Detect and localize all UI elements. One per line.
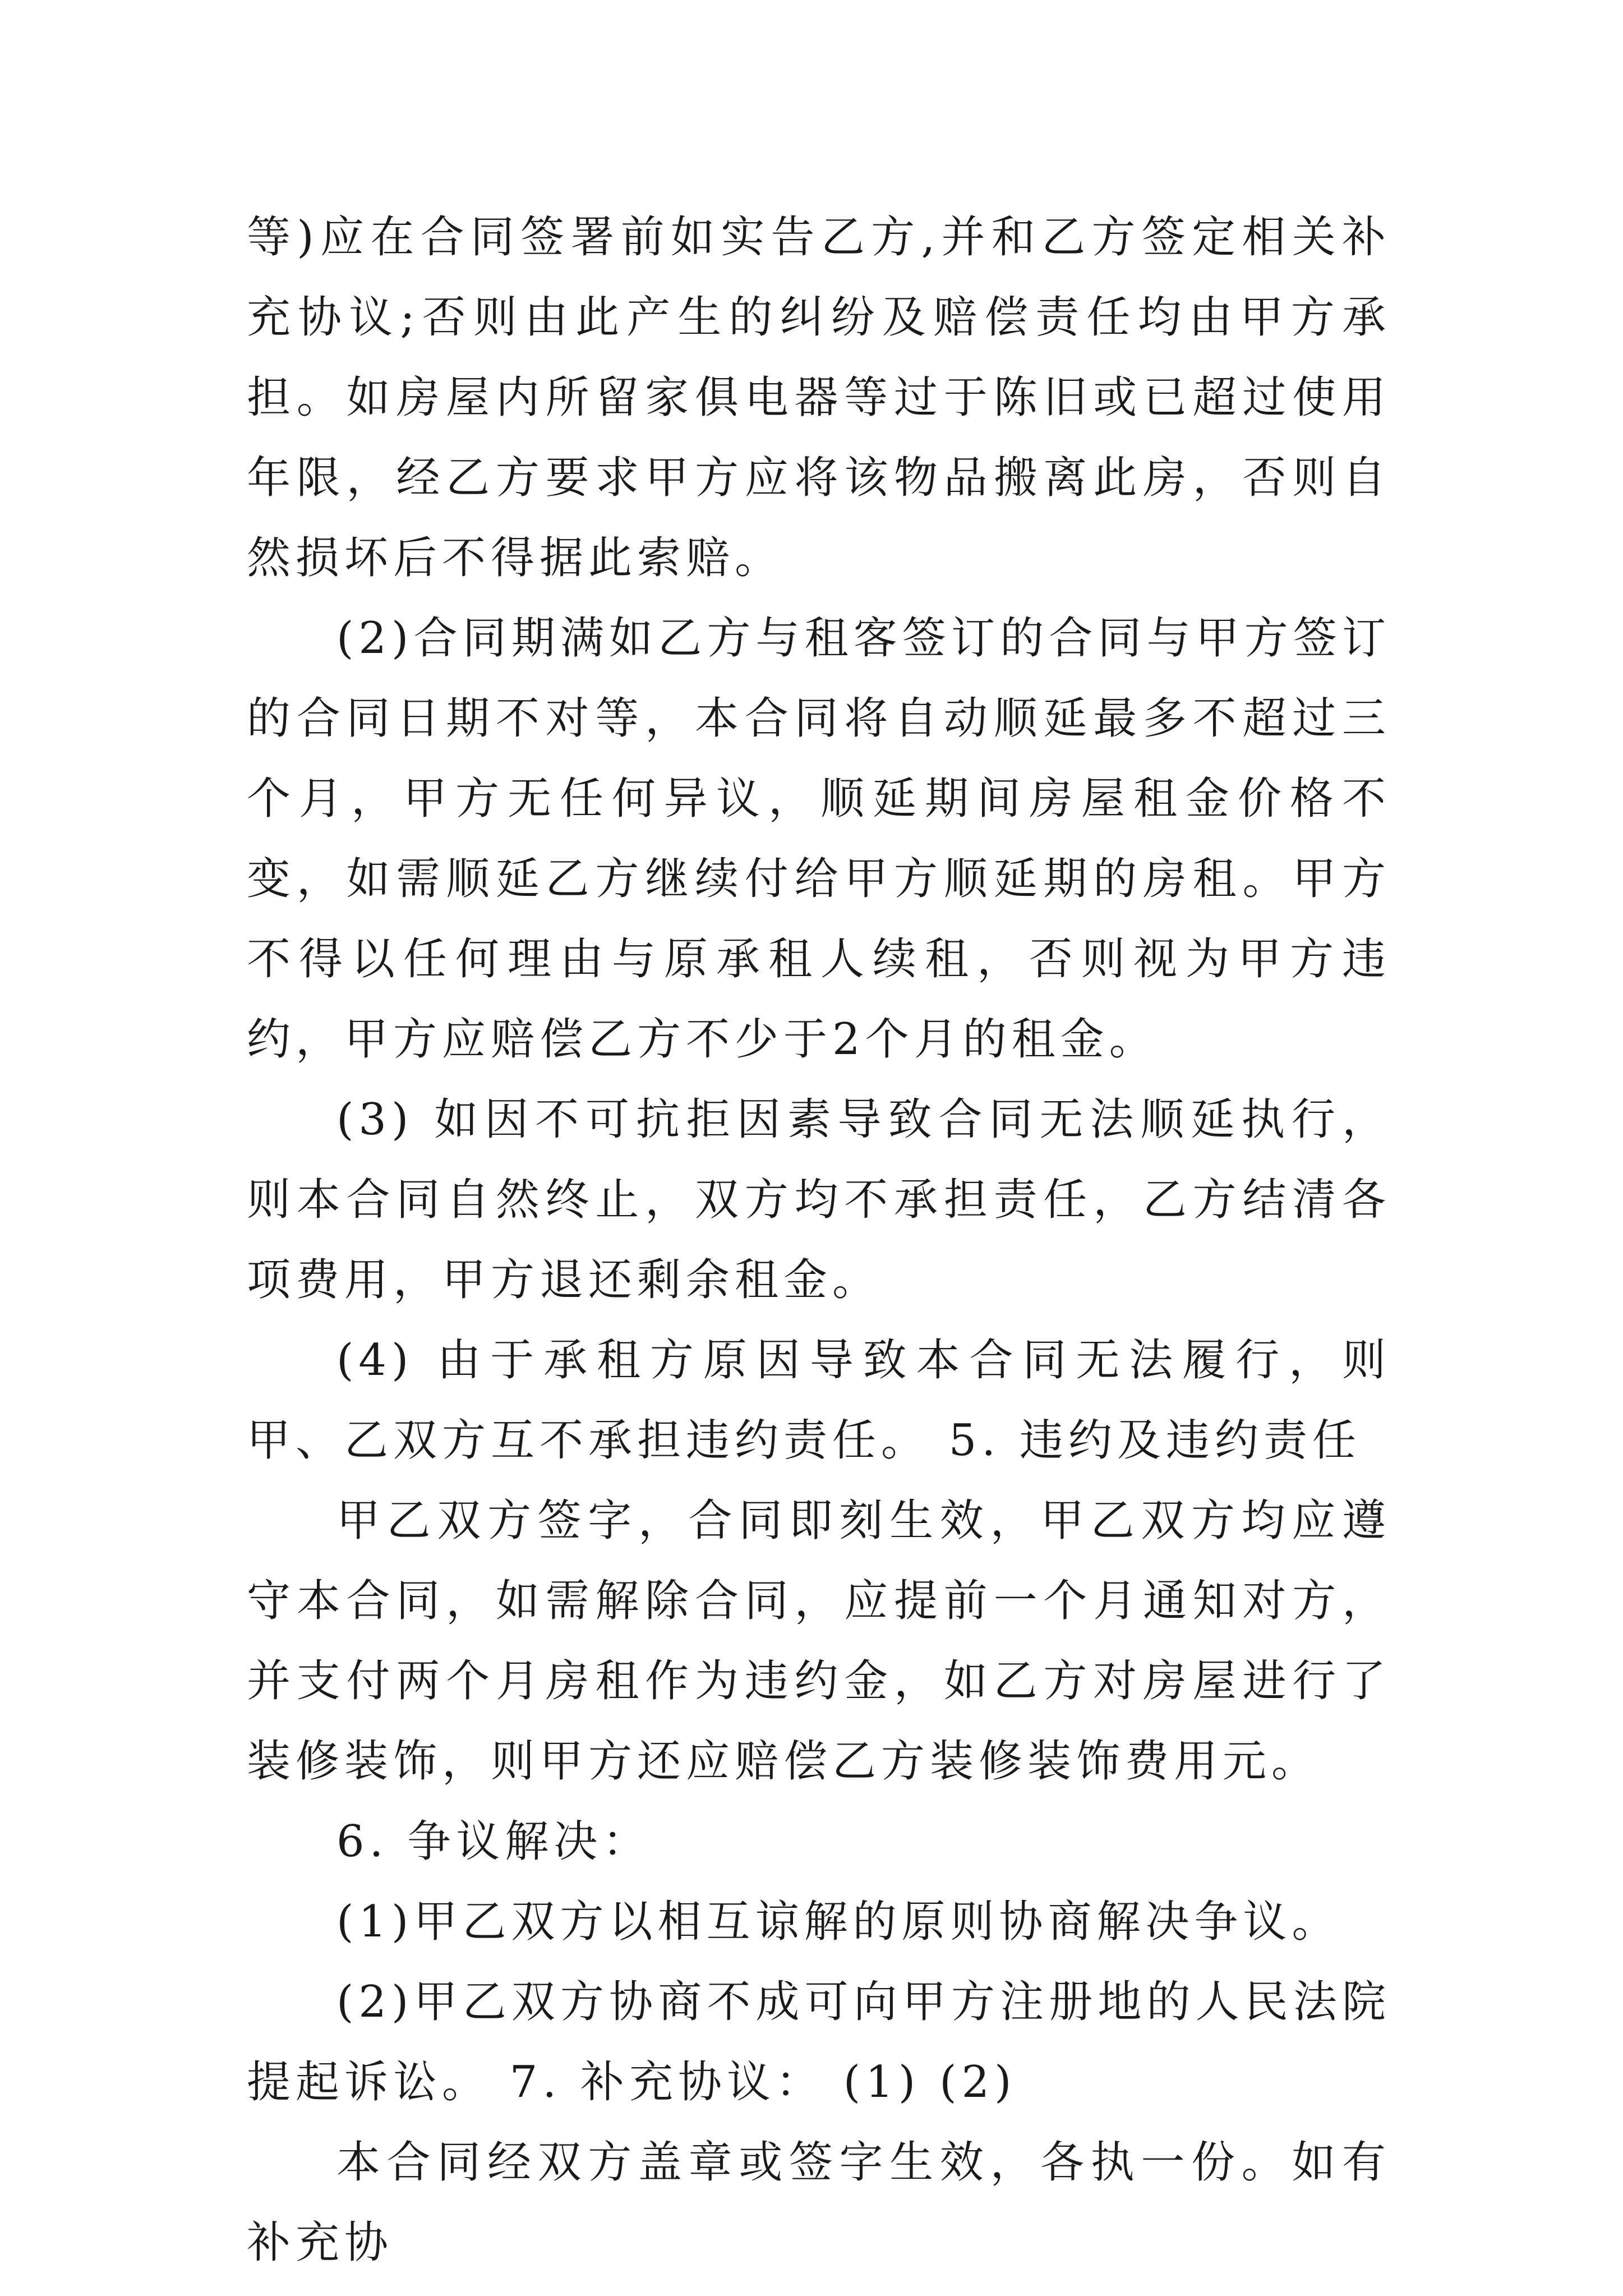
paragraph-effectiveness: 本合同经双方盖章或签字生效，各执一份。如有补充协 (247, 2137, 1391, 2268)
paragraph-dispute-heading: 6. 争议解决： (336, 1816, 652, 1867)
paragraph-dispute-2: (2)甲乙双方协商不成可向甲方注册地的人民法院提起诉讼。 7. 补充协议： (1) (2) (247, 1977, 1391, 2108)
paragraph-clause-3: (3) 如因不可抗拒因素导致合同无法顺延执行，则本合同自然终止，双方均不承担责任，乙方结清各项费用，甲方退还剩余租金。 (247, 1094, 1391, 1305)
paragraph-breach-liability: 甲乙双方签字，合同即刻生效，甲乙双方均应遵守本合同，如需解除合同，应提前一个月通知对方，并支付两个月房租作为违约金，如乙方对房屋进行了装修装饰，则甲方还应赔偿乙方装修装饰费用元。 (247, 1496, 1391, 1787)
paragraph-clause-4: (4) 由于承租方原因导致本合同无法履行，则甲、乙双方互不承担违约责任。 5. 违约及违约责任 (247, 1335, 1391, 1466)
document-body (247, 197, 1391, 2283)
paragraph-disclosure: 等)应在合同签署前如实告乙方,并和乙方签定相关补充协议;否则由此产生的纠纷及赔偿责任均由甲方承担。如房屋内所留家俱电器等过于陈旧或已超过使用年限，经乙方要求甲方应将该物品搬离此房，否则自然损坏后不得据此索赔。 (247, 212, 1391, 583)
paragraph-clause-2: (2)合同期满如乙方与租客签订的合同与甲方签订的合同日期不对等，本合同将自动顺延最多不超过三个月，甲方无任何异议，顺延期间房屋租金价格不变，如需顺延乙方继续付给甲方顺延期的房租。甲方不得以任何理由与原承租人续租，否则视为甲方违约，甲方应赔偿乙方不少于2个月的租金。 (247, 613, 1391, 1065)
paragraph-dispute-1: (1)甲乙双方以相互谅解的原则协商解决争议。 (336, 1897, 1341, 1947)
